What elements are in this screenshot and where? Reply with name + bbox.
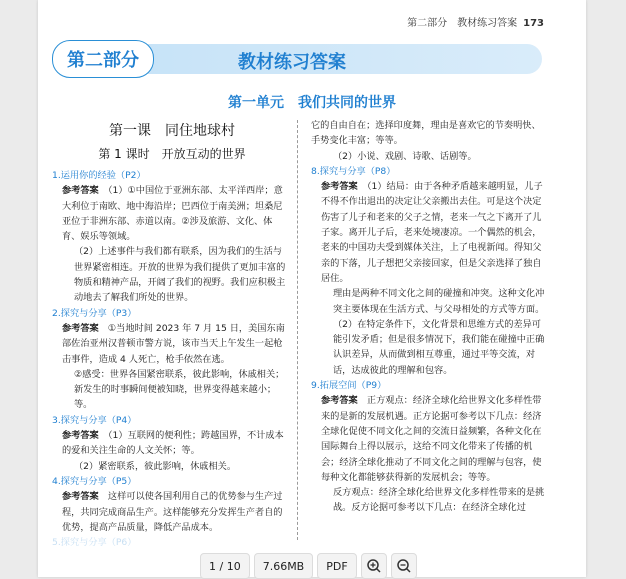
- answer-paragraph: 参考答案 这样可以使各国利用自己的优势参与生产过程，共同完成商品生产。这样能够充分发挥生产者自的优势，提高产品质量，降低产品成本。: [62, 491, 283, 533]
- exercise-heading: 4.探究与分享（P5）: [52, 475, 137, 487]
- part-label: 第二部分: [52, 40, 154, 78]
- answer-paragraph: 参考答案 正方观点：经济全球化给世界文化多样性带来的是新的发展机遇。正方论据可参考以下几点：经济全球化促使不同文化之间的交流日益频繁，各种文化在国际舞台上得以展示，这给不同文化带来了传播的机会；经济全球化推动了不同文化之间的理解与包容，使每种文化都能够获得新的发展机会；等等。: [321, 395, 542, 483]
- answer-label: 参考答案: [62, 430, 99, 442]
- answer-label: 参考答案: [321, 181, 358, 193]
- exercise-heading: 3.探究与分享（P4）: [52, 414, 137, 426]
- unit-title: 第一单元 我们共同的世界: [228, 95, 396, 111]
- part-title: 教材练习答案: [238, 52, 346, 73]
- viewer-toolbar: [200, 553, 417, 579]
- exercise-heading: 2.探究与分享（P3）: [52, 307, 137, 319]
- file-size: 7.66MB: [254, 553, 314, 579]
- answer-label: 参考答案: [62, 185, 99, 197]
- period-title: 第 1 课时 开放互动的世界: [98, 147, 246, 161]
- answer-paragraph: 参考答案 ①当地时间 2023 年 7 月 15 日，美国东南部佐治亚州汉普顿市警方说，该市当天上午发生一起枪击事件，造成 4 人死亡，枪手依然在逃。: [62, 322, 285, 365]
- answer-paragraph: 理由是两种不同文化之间的碰撞和冲突。这种文化冲突主要体现在生活方式、与父母相处的方式等方面。: [333, 288, 545, 315]
- answer-label: 参考答案: [321, 395, 358, 407]
- exercise-heading: 1.运用你的经验（P2）: [52, 170, 146, 181]
- answer-paragraph: （2）紧密联系，彼此影响，休戚相关。: [74, 460, 237, 472]
- right-column: [311, 118, 547, 516]
- running-header: [407, 14, 544, 29]
- answer-paragraph: （2）小说、戏剧、诗歌、话剧等。: [333, 150, 477, 162]
- exercise-heading: 5.探究与分享（P6）: [52, 537, 137, 549]
- answer-paragraph: （2）上述事件与我们都有联系，因为我们的生活与世界紧密相连。开放的世界为我们提供了更加丰富的物质和精神产品，开阔了我们的视野。我们应积极主动地去了解我们所处的世界。: [74, 246, 286, 304]
- answer-paragraph: 反方观点：经济全球化给世界文化多样性带来的是挑战。反方论据可参考以下几点：在经济全球化过: [333, 487, 545, 514]
- page-number: 173: [523, 18, 544, 29]
- document-page: [38, 0, 586, 577]
- zoom-in-icon[interactable]: [361, 553, 387, 579]
- answer-paragraph: （2）在特定条件下，文化背景和思维方式的差异可能引发矛盾；但是很多情况下，我们能在碰撞中正确认识差异，从而做到相互尊重，通过平等交流，对话，达成彼此的理解和包容。: [333, 318, 545, 376]
- running-header-section: 第二部分 教材练习答案: [407, 18, 518, 29]
- page-indicator[interactable]: 1 / 10: [200, 553, 250, 579]
- answer-label: 参考答案: [62, 491, 99, 503]
- answer-paragraph: 参考答案 （1）互联网的便利性；跨越国界，不计成本的爱和关注生命的人文关怀；等。: [62, 430, 284, 457]
- answer-paragraph: 它的自由自在；选择印度舞，理由是喜欢它的节奏明快、手势变化丰富；等等。: [311, 120, 541, 147]
- zoom-out-icon[interactable]: [391, 553, 417, 579]
- column-divider: [297, 120, 298, 540]
- answer-paragraph: 参考答案 （1）结局：由于各种矛盾越来越明显，儿子不得不作出退出的决定让父亲搬出去住。可是这个决定伤害了儿子和老来的父子之情，老来一气之下离开了儿子家。离开儿子后，老来处境凄凉。一个偶然的机会，老来的中国功夫受到媒体关注，上了电视新闻。得知父亲的下落，儿子想把父亲接回家，但是父亲选择了独自居住。: [321, 181, 543, 284]
- exercise-heading: 9.拓展空间（P9）: [311, 380, 387, 392]
- answer-paragraph: 参考答案 （1）①中国位于亚洲东部、太平洋西岸；意大利位于南欧、地中海沿岸；巴西位于南美洲；坦桑尼亚位于非洲东部、赤道以南。②涉及旅游、文化、体育、娱乐等领域。: [62, 185, 283, 243]
- file-type: PDF: [317, 553, 356, 579]
- exercise-heading: 8.探究与分享（P8）: [311, 165, 396, 177]
- answer-paragraph: ②感受：世界各国紧密联系，彼此影响，休戚相关；新发生的时事瞬间便被知晓，世界变得越来越小；等。: [74, 368, 285, 411]
- answer-label: 参考答案: [62, 322, 99, 334]
- part-banner: [52, 40, 544, 78]
- lesson-title: 第一课 同住地球村: [109, 123, 235, 139]
- left-column: [52, 168, 288, 550]
